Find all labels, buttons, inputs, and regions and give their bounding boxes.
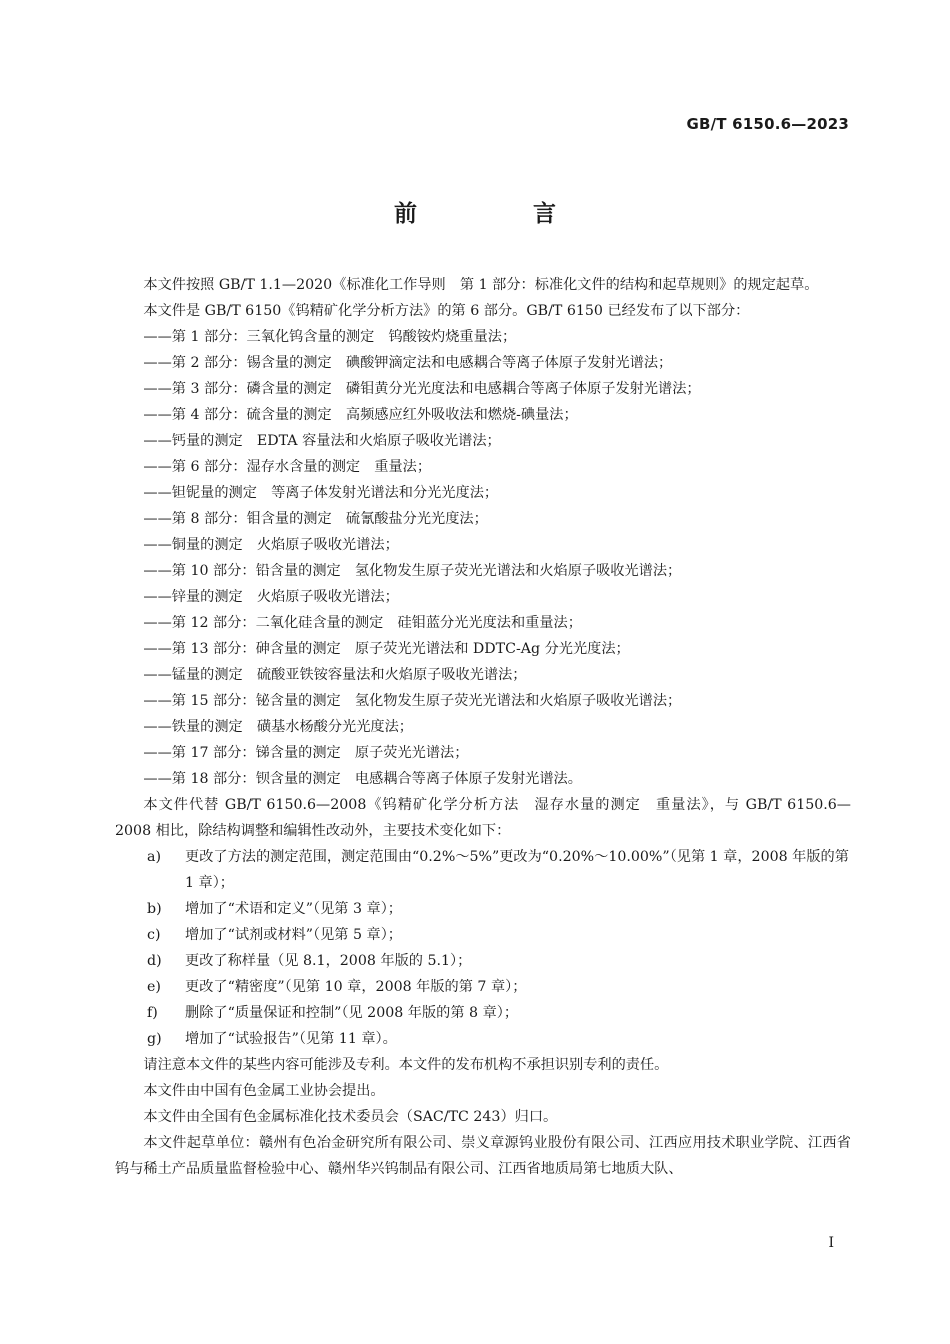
change-item (115, 896, 851, 922)
change-item (115, 844, 851, 896)
paragraph-series-intro: 本文件是 GB/T 6150《钨精矿化学分析方法》的第 6 部分。GB/T 6150 已经发布了以下部分： (143, 303, 750, 319)
change-text: 删除了“质量保证和控制”（见 2008 年版的第 8 章）； (185, 1005, 519, 1021)
list-item: ——第 10 部分：铅含量的测定 氢化物发生原子荧光光谱法和火焰原子吸收光谱法； (143, 563, 682, 579)
list-item: ——第 15 部分：铋含量的测定 氢化物发生原子荧光光谱法和火焰原子吸收光谱法； (143, 693, 682, 709)
paragraph-drafting-units: 本文件起草单位：赣州有色冶金研究所有限公司、崇义章源钨业股份有限公司、江西应用技术职业学院、江西省钨与稀土产品质量监督检验中心、赣州华兴钨制品有限公司、江西省地质局第七地质大队、 (115, 1135, 851, 1177)
change-label: b) (147, 901, 162, 917)
paragraph-proposer: 本文件由中国有色金属工业协会提出。 (143, 1083, 385, 1099)
list-item: ——第 13 部分：砷含量的测定 原子荧光光谱法和 DDTC-Ag 分光光度法； (143, 641, 630, 657)
change-item (115, 1026, 851, 1052)
list-item: ——第 2 部分：锡含量的测定 碘酸钾滴定法和电感耦合等离子体原子发射光谱法； (143, 355, 673, 371)
list-item: ——第 6 部分：湿存水含量的测定 重量法； (143, 459, 432, 475)
change-item (115, 974, 851, 1000)
change-item (115, 948, 851, 974)
list-item: ——第 1 部分：三氧化钨含量的测定 钨酸铵灼烧重量法； (143, 329, 517, 345)
list-item: ——钽铌量的测定 等离子体发射光谱法和分光光度法； (143, 485, 499, 501)
paragraph-patent-notice: 请注意本文件的某些内容可能涉及专利。本文件的发布机构不承担识别专利的责任。 (143, 1057, 669, 1073)
list-item: ——第 8 部分：钼含量的测定 硫氰酸盐分光光度法； (143, 511, 488, 527)
change-label: c) (147, 927, 161, 943)
change-text: 增加了“术语和定义”（见第 3 章）； (185, 901, 402, 917)
change-label: e) (147, 979, 161, 995)
list-item: ——第 3 部分：磷含量的测定 磷钼黄分光光度法和电感耦合等离子体原子发射光谱法； (143, 381, 701, 397)
list-item: ——第 17 部分：锑含量的测定 原子荧光光谱法； (143, 745, 469, 761)
parts-list (115, 324, 851, 792)
page-number: I (828, 1235, 834, 1251)
change-text: 更改了“精密度”（见第 10 章，2008 年版的第 7 章）； (185, 979, 527, 995)
changes-list (115, 844, 851, 1052)
change-text: 更改了方法的测定范围，测定范围由“0.2%～5%”更改为“0.20%～10.00%”（见第 1 章，2008 年版的第 1 章）； (185, 849, 849, 891)
change-text: 更改了称样量（见 8.1，2008 年版的 5.1）； (185, 953, 472, 969)
change-label: g) (147, 1031, 162, 1047)
change-label: f) (147, 1005, 158, 1021)
paragraph-drafting-rules: 本文件按照 GB/T 1.1—2020《标准化工作导则 第 1 部分：标准化文件的结构和起草规则》的规定起草。 (143, 277, 819, 293)
paragraph-replacement: 本文件代替 GB/T 6150.6—2008《钨精矿化学分析方法 湿存水量的测定 重量法》，与 GB/T 6150.6—2008 相比，除结构调整和编辑性改动外，主要技术变化如下： (115, 797, 851, 839)
list-item: ——第 12 部分：二氧化硅含量的测定 硅钼蓝分光光度法和重量法； (143, 615, 582, 631)
list-item: ——锌量的测定 火焰原子吸收光谱法； (143, 589, 399, 605)
list-item: ——铜量的测定 火焰原子吸收光谱法； (143, 537, 399, 553)
list-item: ——钙量的测定 EDTA 容量法和火焰原子吸收光谱法； (143, 433, 501, 449)
standard-code: GB/T 6150.6—2023 (686, 115, 849, 133)
list-item: ——铁量的测定 磺基水杨酸分光光度法； (143, 719, 413, 735)
change-text: 增加了“试剂或材料”（见第 5 章）； (185, 927, 402, 943)
list-item: ——第 18 部分：钡含量的测定 电感耦合等离子体原子发射光谱法。 (143, 771, 582, 787)
change-item (115, 922, 851, 948)
page-title: 前 言 (393, 201, 610, 227)
paragraph-responsible-committee: 本文件由全国有色金属标准化技术委员会（SAC/TC 243）归口。 (143, 1109, 558, 1125)
list-item: ——第 4 部分：硫含量的测定 高频感应红外吸收法和燃烧-碘量法； (143, 407, 578, 423)
list-item: ——锰量的测定 硫酸亚铁铵容量法和火焰原子吸收光谱法； (143, 667, 527, 683)
document-body (115, 272, 851, 1182)
change-label: a) (147, 849, 161, 865)
change-item (115, 1000, 851, 1026)
change-label: d) (147, 953, 162, 969)
change-text: 增加了“试验报告”（见第 11 章）。 (185, 1031, 397, 1047)
